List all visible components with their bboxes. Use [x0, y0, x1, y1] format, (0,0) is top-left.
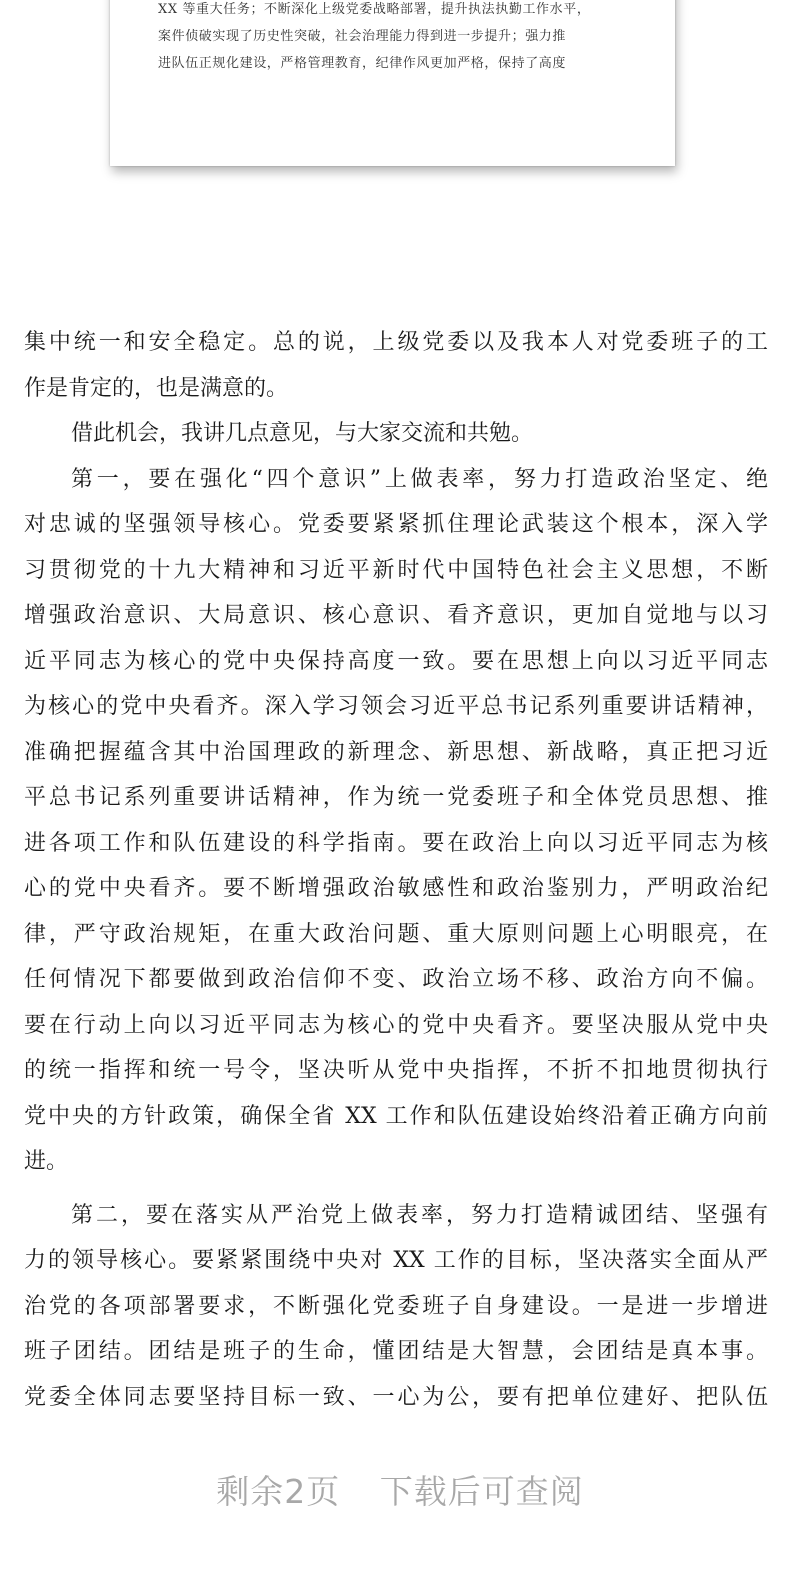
text-line: 习贯彻党的十九大精神和习近平新时代中国特色社会主义思想，不断 [24, 557, 768, 583]
preview-line: 案件侦破实现了历史性突破，社会治理能力得到进一步提升；强力推 [158, 29, 567, 44]
text-line: 增强政治意识、大局意识、核心意识、看齐意识，更加自觉地与以习 [24, 603, 768, 628]
text-line: 治党的各项部署要求，不断强化党委班子自身建设。一是进一步增进 [24, 1293, 768, 1319]
text-line: 心的党中央看齐。要不断增强政治敏感性和政治鉴别力，严明政治纪 [24, 876, 768, 901]
text-line: 作是肯定的，也是满意的。 [24, 375, 289, 401]
preview-text [158, 0, 635, 77]
text-line: 班子团结。团结是班子的生命，懂团结是大智慧，会团结是真本事。 [24, 1339, 768, 1364]
text-line: 律，严守政治规矩，在重大政治问题、重大原则问题上心明眼亮，在 [24, 921, 768, 947]
text-line: 力的领导核心。要紧紧围绕中央对 XX 工作的目标，坚决落实全面从严 [24, 1248, 768, 1273]
download-to-view-label[interactable]: 下载后可查阅 [379, 1472, 584, 1511]
text-line: 借此机会，我讲几点意见，与大家交流和共勉。 [71, 421, 534, 446]
text-line: 党中央的方针政策，确保全省 XX 工作和队伍建设始终沿着正确方向前 [24, 1103, 768, 1129]
preview-line: 进队伍正规化建设，严格管理教育，纪律作风更加严格，保持了高度 [158, 56, 567, 71]
text-line: 对忠诚的坚强领导核心。党委要紧紧抓住理论武装这个根本，深入学 [24, 512, 768, 537]
download-prompt[interactable] [0, 1466, 800, 1513]
text-line: 集中统一和安全稳定。总的说，上级党委以及我本人对党委班子的工 [24, 330, 768, 355]
text-line: 平总书记系列重要讲话精神，作为统一党委班子和全体党员思想、推 [24, 785, 768, 810]
text-line: 近平同志为核心的党中央保持高度一致。要在思想上向以习近平同志 [24, 648, 768, 674]
text-line: 的统一指挥和统一号令，坚决听从党中央指挥，不折不扣地贯彻执行 [24, 1058, 768, 1083]
text-line: 要在行动上向以习近平同志为核心的党中央看齐。要坚决服从党中央 [24, 1012, 768, 1038]
document-body [24, 320, 768, 1420]
text-line: 进。 [24, 1149, 69, 1174]
text-line: 准确把握蕴含其中治国理政的新理念、新思想、新战略，真正把习近 [24, 739, 768, 765]
text-line: 进各项工作和队伍建设的科学指南。要在政治上向以习近平同志为核 [24, 830, 768, 856]
text-line: 第一，要在强化“四个意识”上做表率，努力打造政治坚定、绝 [71, 466, 768, 492]
text-line: 为核心的党中央看齐。深入学习领会习近平总书记系列重要讲话精神， [24, 694, 768, 719]
document-preview-card [110, 0, 675, 166]
text-line: 第二，要在落实从严治党上做表率，努力打造精诚团结、坚强有 [71, 1202, 768, 1228]
preview-line: XX 等重大任务；不断深化上级党委战略部署，提升执法执勤工作水平， [158, 2, 591, 17]
text-line: 任何情况下都要做到政治信仰不变、政治立场不移、政治方向不偏。 [24, 967, 768, 992]
text-line: 党委全体同志要坚持目标一致、一心为公，要有把单位建好、把队伍 [24, 1384, 768, 1410]
remaining-pages-label: 剩余2页 [216, 1472, 341, 1511]
